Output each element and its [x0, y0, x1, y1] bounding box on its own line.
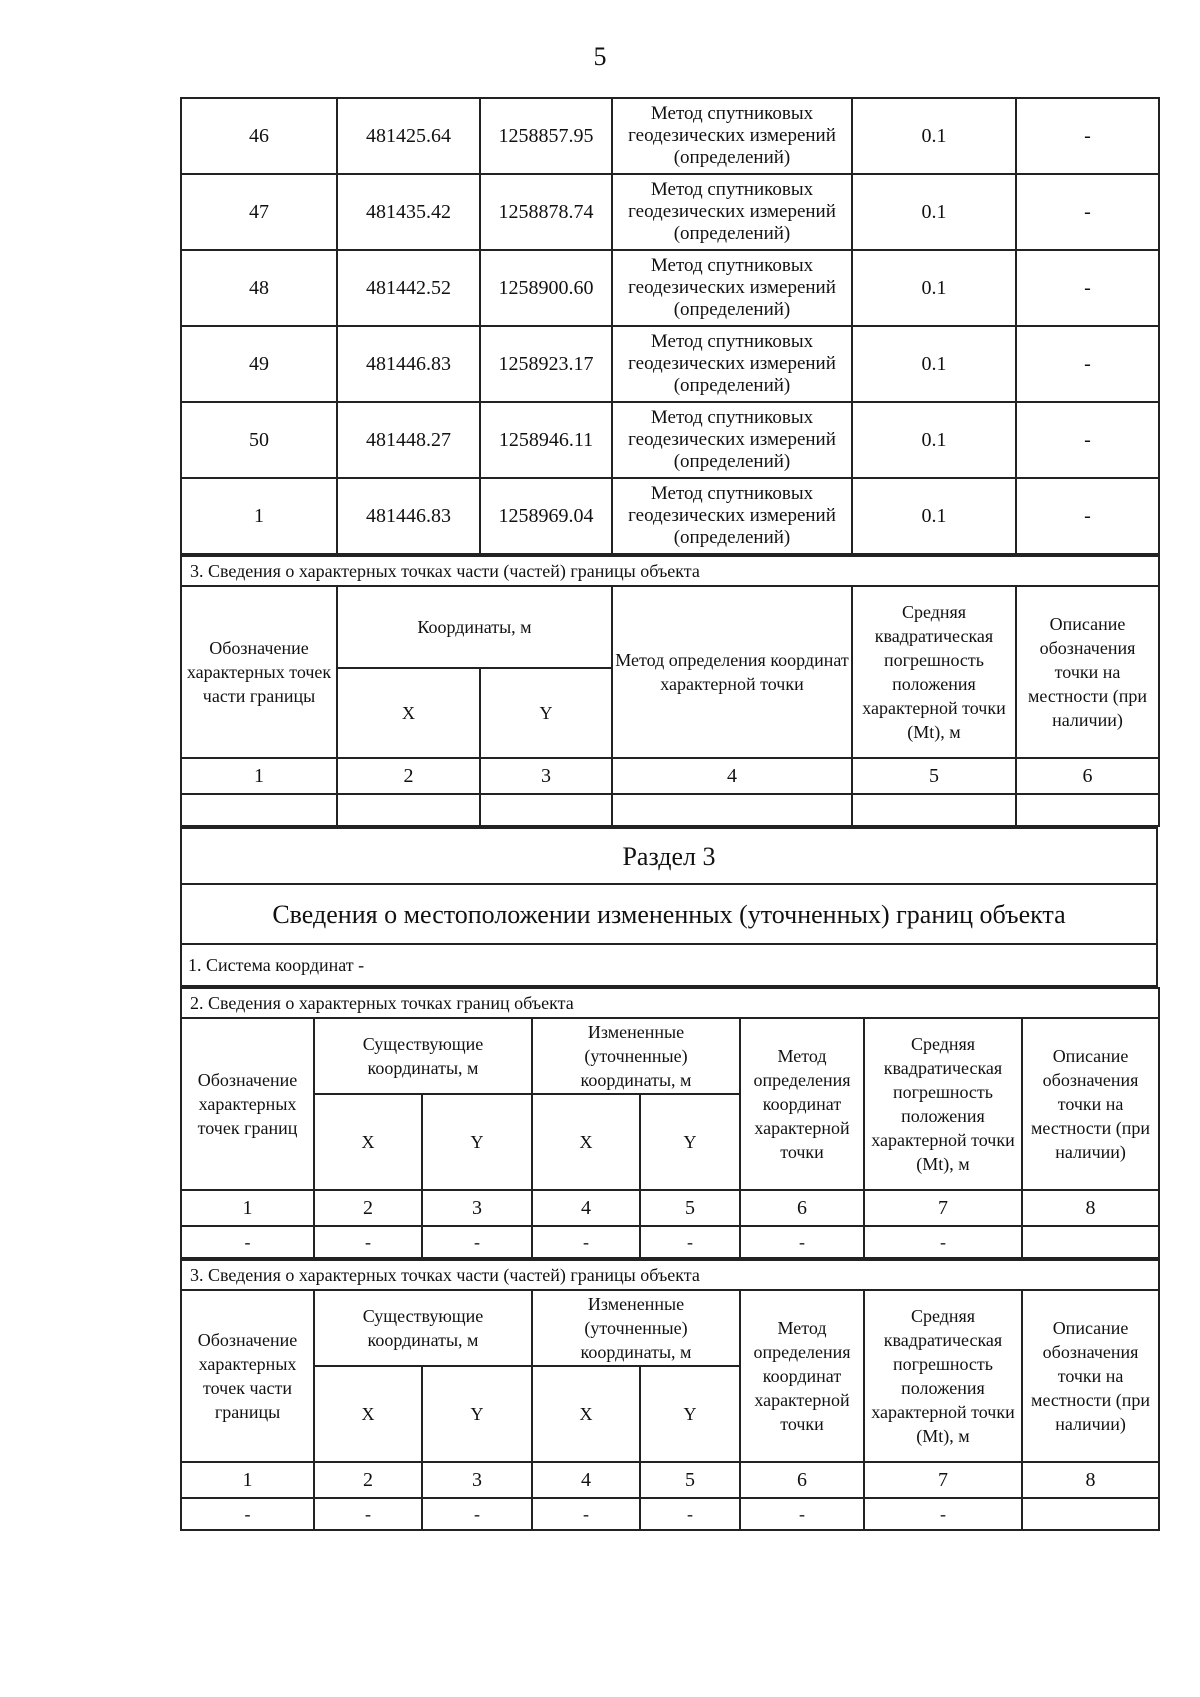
header-x: X: [532, 1094, 640, 1190]
column-number: 6: [740, 1190, 864, 1226]
header-changed-coordinates: Измененные (уточненные) координаты, м: [532, 1290, 740, 1366]
dash-cell: -: [181, 1226, 314, 1258]
header-y: Y: [480, 668, 612, 758]
empty-row: [181, 794, 1159, 826]
column-number: 4: [532, 1462, 640, 1498]
header-mt: Средняя квадратическая погрешность положения характерной точки (Mt), м: [864, 1290, 1022, 1462]
coord-y: 1258969.04: [480, 478, 612, 554]
column-number: 5: [640, 1190, 740, 1226]
table-row: [181, 402, 1159, 478]
section-subtitle: Сведения о местоположении измененных (уточненных) границ объекта: [181, 884, 1157, 944]
header-designation: Обозначение характерных точек части границы: [181, 1290, 314, 1462]
header-changed-coordinates: Измененные (уточненные) координаты, м: [532, 1018, 740, 1094]
section-heading-row: [181, 556, 1159, 586]
section-heading: 3. Сведения о характерных точках части (частей) границы объекта: [181, 556, 1159, 586]
column-number: 2: [314, 1190, 422, 1226]
point-number: 47: [181, 174, 337, 250]
point-number: 50: [181, 402, 337, 478]
changed-points-table: [180, 987, 1160, 1259]
section3-title-table: [180, 827, 1158, 987]
table-row: [181, 250, 1159, 326]
coord-x: 481425.64: [337, 98, 480, 174]
point-number: 48: [181, 250, 337, 326]
method-cell: Метод спутниковых геодезических измерений (определений): [612, 250, 852, 326]
column-number: 8: [1022, 1462, 1159, 1498]
mt-cell: 0.1: [852, 174, 1016, 250]
column-number-row: [181, 1190, 1159, 1226]
empty-cell: [181, 794, 337, 826]
header-y: Y: [640, 1094, 740, 1190]
document-body: [180, 97, 1158, 1531]
description-cell: -: [1016, 174, 1159, 250]
column-number: 1: [181, 758, 337, 794]
column-number: 3: [480, 758, 612, 794]
header-designation: Обозначение характерных точек части границы: [181, 586, 337, 758]
coord-x: 481435.42: [337, 174, 480, 250]
column-number: 8: [1022, 1190, 1159, 1226]
coord-y: 1258857.95: [480, 98, 612, 174]
header-x: X: [314, 1366, 422, 1462]
header-mt: Средняя квадратическая погрешность положения характерной точки (Mt), м: [864, 1018, 1022, 1190]
point-number: 46: [181, 98, 337, 174]
mt-cell: 0.1: [852, 98, 1016, 174]
table-row: [181, 1226, 1159, 1258]
dash-cell: -: [422, 1226, 532, 1258]
subtitle-row: [181, 884, 1157, 944]
dash-cell: -: [740, 1226, 864, 1258]
description-cell: -: [1016, 326, 1159, 402]
coord-x: 481442.52: [337, 250, 480, 326]
column-number: 1: [181, 1190, 314, 1226]
description-cell: -: [1016, 98, 1159, 174]
column-number: 4: [532, 1190, 640, 1226]
mt-cell: 0.1: [852, 326, 1016, 402]
table-row: [181, 174, 1159, 250]
dash-cell: -: [640, 1498, 740, 1530]
empty-cell: [480, 794, 612, 826]
coord-x: 481448.27: [337, 402, 480, 478]
table-row: [181, 326, 1159, 402]
mt-cell: 0.1: [852, 478, 1016, 554]
method-cell: Метод спутниковых геодезических измерений (определений): [612, 326, 852, 402]
column-number: 7: [864, 1190, 1022, 1226]
column-number: 1: [181, 1462, 314, 1498]
dash-cell: -: [314, 1226, 422, 1258]
column-number: 3: [422, 1462, 532, 1498]
title-row: [181, 828, 1157, 884]
header-x: X: [532, 1366, 640, 1462]
dash-cell: -: [864, 1498, 1022, 1530]
coord-y: 1258923.17: [480, 326, 612, 402]
description-cell: -: [1016, 250, 1159, 326]
header-mt: Средняя квадратическая погрешность положения характерной точки (Mt), м: [852, 586, 1016, 758]
section-heading: 2. Сведения о характерных точках границ объекта: [181, 988, 1159, 1018]
dash-cell: -: [740, 1498, 864, 1530]
dash-cell: -: [181, 1498, 314, 1530]
header-row: [181, 1018, 1159, 1094]
header-x: X: [337, 668, 480, 758]
header-method: Метод определения координат характерной точки: [740, 1290, 864, 1462]
changed-part-points-table: [180, 1259, 1160, 1531]
dash-cell: [1022, 1498, 1159, 1530]
header-method: Метод определения координат характерной точки: [612, 586, 852, 758]
header-coordinates: Координаты, м: [337, 586, 612, 668]
empty-cell: [1016, 794, 1159, 826]
header-designation: Обозначение характерных точек границ: [181, 1018, 314, 1190]
column-number: 5: [852, 758, 1016, 794]
header-existing-coordinates: Существующие координаты, м: [314, 1018, 532, 1094]
coord-y: 1258946.11: [480, 402, 612, 478]
coordinates-table: [180, 97, 1160, 555]
table-row: [181, 1498, 1159, 1530]
method-cell: Метод спутниковых геодезических измерений (определений): [612, 478, 852, 554]
point-number: 1: [181, 478, 337, 554]
column-number: 4: [612, 758, 852, 794]
coord-x: 481446.83: [337, 478, 480, 554]
header-existing-coordinates: Существующие координаты, м: [314, 1290, 532, 1366]
coord-x: 481446.83: [337, 326, 480, 402]
header-description: Описание обозначения точки на местности (при наличии): [1022, 1290, 1159, 1462]
table-row: [181, 478, 1159, 554]
empty-cell: [337, 794, 480, 826]
column-number: 5: [640, 1462, 740, 1498]
column-number: 2: [314, 1462, 422, 1498]
column-number: 3: [422, 1190, 532, 1226]
method-cell: Метод спутниковых геодезических измерений (определений): [612, 174, 852, 250]
column-number: 6: [1016, 758, 1159, 794]
column-number-row: [181, 758, 1159, 794]
header-x: X: [314, 1094, 422, 1190]
page-number: 5: [593, 42, 607, 71]
header-y: Y: [640, 1366, 740, 1462]
section-heading-row: [181, 988, 1159, 1018]
section-heading: 3. Сведения о характерных точках части (частей) границы объекта: [181, 1260, 1159, 1290]
header-description: Описание обозначения точки на местности (при наличии): [1016, 586, 1159, 758]
header-row: [181, 1290, 1159, 1366]
section-heading-row: [181, 1260, 1159, 1290]
header-y: Y: [422, 1094, 532, 1190]
coordinate-system: 1. Система координат -: [181, 944, 1157, 986]
dash-cell: -: [532, 1226, 640, 1258]
coord-y: 1258878.74: [480, 174, 612, 250]
header-row: [181, 586, 1159, 668]
coordinates-table-body: [181, 98, 1159, 554]
empty-cell: [612, 794, 852, 826]
coord-y: 1258900.60: [480, 250, 612, 326]
header-method: Метод определения координат характерной точки: [740, 1018, 864, 1190]
part-points-table: [180, 555, 1160, 827]
method-cell: Метод спутниковых геодезических измерений (определений): [612, 402, 852, 478]
table-row: [181, 98, 1159, 174]
dash-cell: -: [640, 1226, 740, 1258]
empty-cell: [852, 794, 1016, 826]
method-cell: Метод спутниковых геодезических измерений (определений): [612, 98, 852, 174]
mt-cell: 0.1: [852, 402, 1016, 478]
header-description: Описание обозначения точки на местности (при наличии): [1022, 1018, 1159, 1190]
dash-cell: -: [422, 1498, 532, 1530]
column-number: 6: [740, 1462, 864, 1498]
dash-cell: -: [532, 1498, 640, 1530]
section-title: Раздел 3: [181, 828, 1157, 884]
dash-cell: [1022, 1226, 1159, 1258]
dash-cell: -: [864, 1226, 1022, 1258]
coordinate-system-row: [181, 944, 1157, 986]
mt-cell: 0.1: [852, 250, 1016, 326]
dash-cell: -: [314, 1498, 422, 1530]
description-cell: -: [1016, 402, 1159, 478]
column-number-row: [181, 1462, 1159, 1498]
point-number: 49: [181, 326, 337, 402]
description-cell: -: [1016, 478, 1159, 554]
column-number: 2: [337, 758, 480, 794]
column-number: 7: [864, 1462, 1022, 1498]
header-y: Y: [422, 1366, 532, 1462]
